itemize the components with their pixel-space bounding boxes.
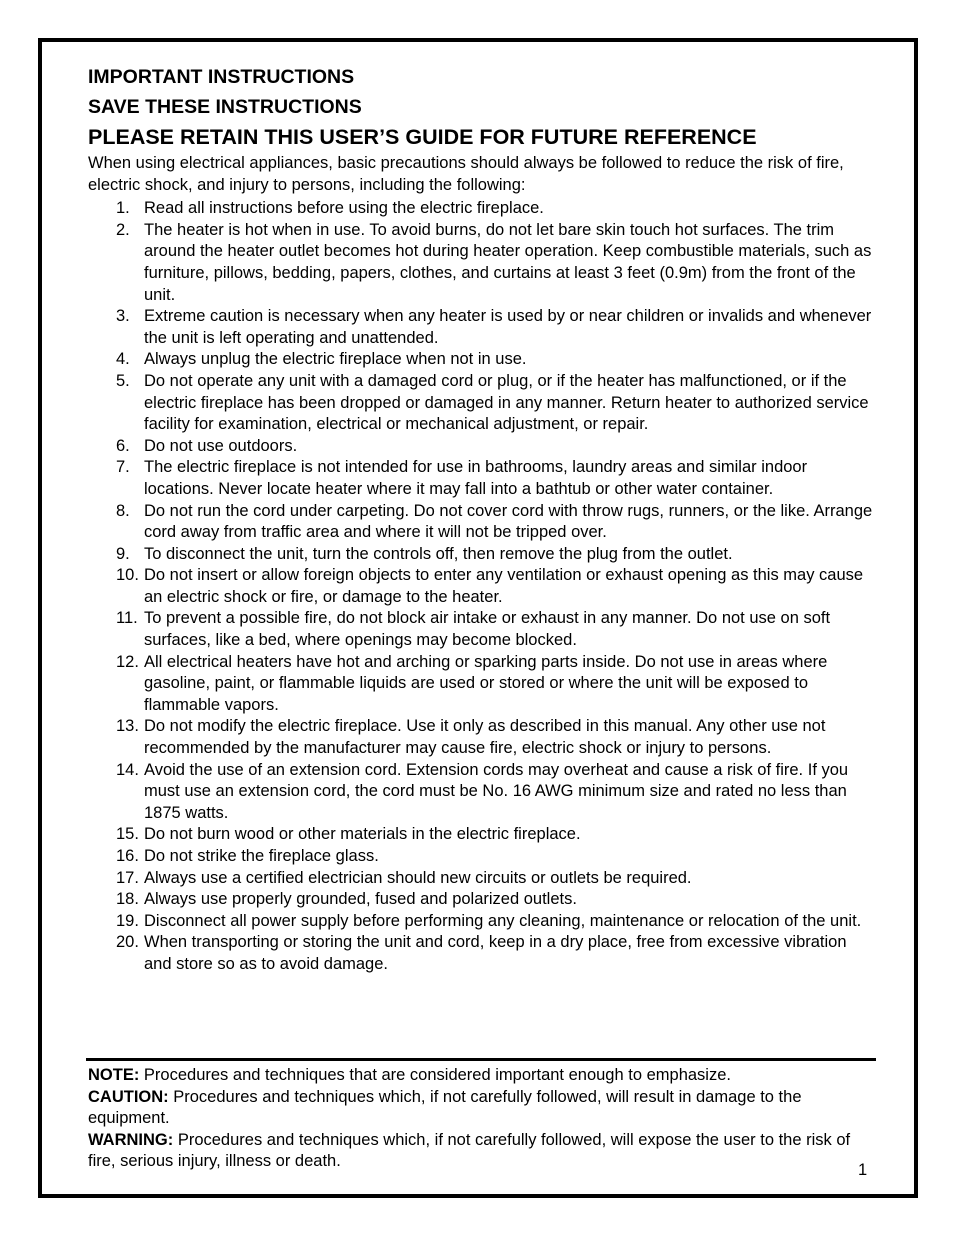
item-text: Read all instructions before using the electric fireplace. [144,199,544,218]
item-number: 15. [116,825,139,844]
item-text: Do not strike the fireplace glass. [144,847,379,865]
item-text: To disconnect the unit, turn the controls off, then remove the plug from the outlet. [144,544,733,563]
item-number: 2. [116,220,130,239]
instructions-list [88,198,878,975]
item-text: Always use properly grounded, fused and polarized outlets. [144,890,577,909]
warning-text: Procedures and techniques which, if not carefully followed, will expose the user to the risk of fire, serious injury, illness or death. [88,1130,851,1171]
list-item [88,306,878,349]
item-number: 11. [116,609,138,628]
item-text: The electric fireplace is not intended for use in bathrooms, laundry areas and similar indoor locations. Never locate heater where it may fall into a bathtub or other water container. [144,458,808,498]
heading-save: SAVE THESE INSTRUCTIONS [88,96,362,118]
heading-retain: PLEASE RETAIN THIS USER’S GUIDE FOR FUTURE REFERENCE [88,125,757,149]
list-item [88,760,878,825]
item-number: 13. [116,717,139,736]
heading-important: IMPORTANT INSTRUCTIONS [88,66,355,88]
item-text: Extreme caution is necessary when any heater is used by or near children or invalids and whenever the unit is left operating and unattended. [144,307,872,347]
caution-text: Procedures and techniques which, if not carefully followed, will result in damage to the equipment. [88,1087,802,1128]
note-label: NOTE: [88,1066,140,1084]
item-text: Always use a certified electrician should new circuits or outlets be required. [144,868,692,887]
item-text: Do not burn wood or other materials in the electric fireplace. [144,825,581,844]
caution-label: CAUTION: [88,1087,169,1106]
warning-label: WARNING: [88,1130,174,1149]
item-text: To prevent a possible fire, do not block air intake or exhaust in any manner. Do not use on soft surfaces, like a bed, where openings may become blocked. [144,609,831,650]
list-item [88,868,878,890]
item-number: 9. [116,544,130,563]
item-number: 14. [116,760,139,779]
item-number: 20. [116,933,139,952]
item-number: 3. [116,307,130,326]
list-item [88,436,878,458]
page-border [38,38,918,1198]
item-number: 18. [116,890,139,909]
item-number: 4. [116,350,130,369]
list-item [88,371,878,436]
list-item [88,608,878,651]
item-text: Do not use outdoors. [144,436,298,455]
item-text: Do not operate any unit with a damaged cord or plug, or if the heater has malfunctioned, or if the electric fireplace has been dropped or damaged in any manner. Return heater to authorized service facility for examination, electrical or mechanical adjustment, or repair. [144,371,869,434]
list-item [88,846,878,868]
list-item [88,220,878,306]
item-number: 17. [116,868,139,887]
list-item [88,652,878,717]
list-item [88,565,878,608]
notes-section [88,1065,880,1173]
warning-paragraph [88,1130,880,1173]
list-item [88,349,878,371]
list-item [88,889,878,911]
note-paragraph [88,1065,880,1087]
list-item [88,198,878,220]
item-number: 10. [116,566,139,585]
item-text: All electrical heaters have hot and arching or sparking parts inside. Do not use in areas where gasoline, paint, or flammable liquids are used or stored or where the unit will be exposed to flammable vapors. [144,652,828,714]
list-item [88,932,878,975]
list-item [88,501,878,544]
caution-paragraph [88,1087,880,1130]
intro-paragraph: When using electrical appliances, basic precautions should always be followed to reduce the risk of fire, electric shock, and injury to persons, including the following: [88,154,844,194]
note-text: Procedures and techniques that are considered important enough to emphasize. [139,1066,731,1084]
list-item [88,457,878,500]
item-text: Avoid the use of an extension cord. Extension cords may overheat and cause a risk of fire. If you must use an extension cord, the cord must be No. 16 AWG minimum size and rated no less than 1875 watts. [144,760,849,822]
section-divider [86,1058,876,1061]
list-item [88,824,878,846]
page-number: 1 [858,1161,868,1179]
item-text: Disconnect all power supply before performing any cleaning, maintenance or relocation of the unit. [144,911,862,930]
item-number: 8. [116,501,130,520]
item-text: Do not modify the electric fireplace. Use it only as described in this manual. Any other use not recommended by the manufacturer may cause fire, electric shock or injury to persons. [144,717,826,758]
item-text: The heater is hot when in use. To avoid burns, do not let bare skin touch hot surfaces. The trim around the heater outlet becomes hot during heater operation. Keep combustible materials, such as furniture, pillows, bedding, papers, clothes, and curtains at least 3 feet (0.9m) from the front of the unit. [144,220,872,304]
item-number: 5. [116,371,130,390]
item-number: 7. [116,458,130,477]
item-text: Do not insert or allow foreign objects to enter any ventilation or exhaust opening as this may cause an electric shock or fire, or damage to the heater. [144,566,864,606]
item-text: Always unplug the electric fireplace when not in use. [144,350,527,369]
list-item [88,544,878,566]
item-number: 6. [116,436,130,455]
item-number: 19. [116,911,139,930]
item-number: 12. [116,652,139,671]
list-item [88,716,878,759]
item-text: When transporting or storing the unit and cord, keep in a dry place, free from excessive vibration and store so as to avoid damage. [144,933,847,973]
main-content [88,62,878,976]
item-number: 1. [116,199,130,218]
item-number: 16. [116,847,139,865]
list-item [88,911,878,933]
item-text: Do not run the cord under carpeting. Do not cover cord with throw rugs, runners, or the like. Arrange cord away from traffic area and where it will not be tripped over. [144,501,873,542]
